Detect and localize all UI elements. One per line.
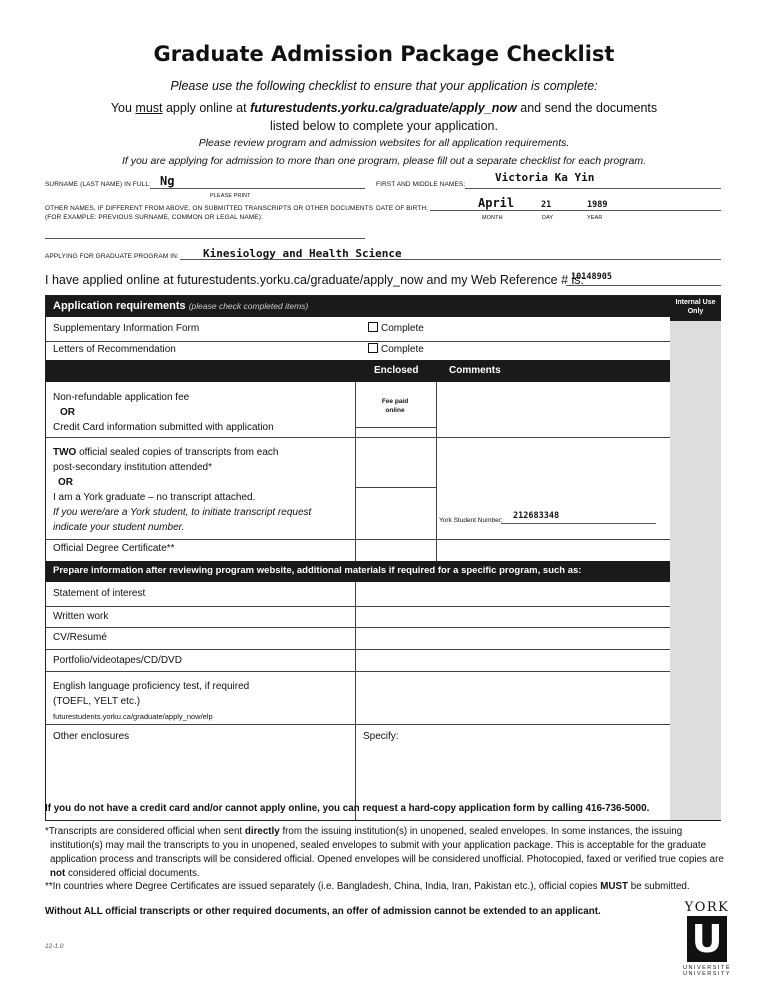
transcripts-text: TWO official sealed copies of transcripts from each post-secondary institution attended* OR I am a York graduate – no transcript attached. If you were/are a York student, to initiate transcript request indicate your student number.: [53, 447, 312, 533]
portfolio-label: Portfolio/videotapes/CD/DVD: [53, 655, 182, 666]
dob-label: DATE OF BIRTH:: [376, 205, 429, 212]
divider: [46, 627, 670, 628]
divider: [355, 487, 436, 488]
internal-use-column: [670, 296, 721, 820]
prepare-header: Prepare information after reviewing program website, additional materials if required for a specific program, such as:: [46, 561, 670, 582]
credit-card-note: If you do not have a credit card and/or cannot apply online, you can request a hard-copy application form by calling 416-736-5000.: [45, 803, 650, 814]
applied-online-text: I have applied online at futurestudents.yorku.ca/graduate/apply_now and my Web Reference # is:: [45, 273, 584, 287]
apply-url[interactable]: futurestudents.yorku.ca/graduate/apply_now: [250, 101, 517, 115]
web-reference-field[interactable]: 10148905: [566, 272, 721, 286]
written-work-label: Written work: [53, 611, 109, 622]
letters-label: Letters of Recommendation: [53, 344, 176, 355]
degree-certificate-label: Official Degree Certificate**: [53, 543, 175, 554]
checkbox-icon[interactable]: [368, 322, 378, 332]
checklist-table: [45, 295, 721, 821]
intro-line-1: Please use the following checklist to ensure that your application is complete:: [170, 79, 598, 93]
university-text: UNIVERSITY: [682, 971, 731, 977]
must-emphasis: must: [135, 101, 163, 115]
please-print-label: PLEASE PRINT: [210, 193, 251, 199]
york-student-number-field[interactable]: 212683348: [513, 511, 560, 521]
supplementary-complete-checkbox[interactable]: Complete: [368, 322, 424, 334]
first-names-label: FIRST AND MIDDLE NAMES:: [376, 181, 466, 188]
internal-use-label: Internal Use Only: [670, 296, 721, 321]
enclosed-header: [46, 360, 670, 382]
year-label: YEAR: [587, 215, 603, 221]
comments-heading: Comments: [449, 365, 501, 376]
intro-line-2: You must apply online at futurestudents.yorku.ca/graduate/apply_now and send the documents listed below to complete your application.: [110, 101, 658, 133]
divider: [46, 671, 670, 672]
dob-day-field[interactable]: 21: [541, 200, 552, 210]
divider: [46, 724, 670, 725]
york-wordmark: YORK: [684, 900, 730, 915]
divider: [355, 382, 356, 562]
surname-line: [150, 188, 365, 189]
universite-text: UNIVERSITÉ: [682, 965, 731, 971]
york-student-number-line: [501, 523, 656, 524]
specify-label: Specify:: [363, 731, 399, 742]
statement-label: Statement of interest: [53, 588, 146, 599]
first-names-line: [465, 188, 721, 189]
day-label: DAY: [542, 215, 554, 221]
intro-line-3: Please review program and admission websites for all application requirements.: [198, 137, 570, 149]
other-names-field[interactable]: [45, 238, 365, 239]
fee-text: Non-refundable application fee OR Credit Card information submitted with application: [53, 392, 274, 433]
other-names-label-1: OTHER NAMES, IF DIFFERENT FROM ABOVE, ON SUBMITTED TRANSCRIPTS OR OTHER DOCUMENTS: [45, 205, 374, 212]
intro-line-4: If you are applying for admission to more than one program, please fill out a separate checklist for each program.: [121, 155, 647, 167]
divider: [436, 382, 437, 562]
divider: [355, 582, 356, 820]
program-field[interactable]: Kinesiology and Health Science: [203, 247, 402, 260]
dob-month-field[interactable]: April: [478, 196, 515, 210]
divider: [46, 539, 670, 540]
surname-label: SURNAME (LAST NAME) IN FULL:: [45, 181, 151, 188]
dob-line: [430, 210, 721, 211]
york-u-mark: U: [687, 916, 727, 962]
form-code: 12-1.0: [45, 943, 64, 950]
first-names-field[interactable]: Victoria Ka Yin: [495, 171, 595, 184]
requirements-header: Application requirements (please check completed items): [46, 296, 670, 317]
divider: [46, 649, 670, 650]
english-test-text: English language proficiency test, if required (TOEFL, YELT etc.) futurestudents.yorku.ca/graduate/apply_now/elp: [53, 681, 250, 721]
york-logo: [679, 900, 735, 977]
other-enclosures-label: Other enclosures: [53, 731, 130, 742]
enclosed-heading: Enclosed: [374, 365, 419, 376]
divider: [46, 606, 670, 607]
dob-year-field[interactable]: 1989: [587, 200, 608, 210]
checkbox-icon[interactable]: [368, 343, 378, 353]
letters-complete-checkbox[interactable]: Complete: [368, 343, 424, 355]
program-label: APPLYING FOR GRADUATE PROGRAM IN:: [45, 253, 179, 260]
divider: [46, 341, 670, 342]
other-names-label-2: (FOR EXAMPLE: PREVIOUS SURNAME, COMMON OR LEGAL NAME):: [45, 214, 263, 221]
without-all-note: Without ALL official transcripts or other required documents, an offer of admission cannot be extended to an applicant.: [45, 906, 601, 917]
divider: [46, 437, 670, 438]
surname-field[interactable]: Ng: [160, 174, 175, 188]
supplementary-form-label: Supplementary Information Form: [53, 323, 200, 334]
cv-label: CV/Resumé: [53, 632, 107, 643]
month-label: MONTH: [482, 215, 503, 221]
degree-footnote: **In countries where Degree Certificates are issued separately (i.e. Bangladesh, China, India, Iran, Pakistan etc.), official copies MUST be submitted.: [45, 881, 690, 892]
fee-paid-note: Fee paid online: [381, 398, 409, 414]
transcripts-footnote: *Transcripts are considered official when sent directly from the issuing institution(s) in unopened, sealed envelopes. In some instances, the issuing institution(s) may mail the transcripts to you in unopened, sealed envelopes to submit with your application package. This is acceptable for the graduate application process and transcripts will be considered official. Opened envelopes will be considered unofficial. Photocopied, faxed or verified true copies are not considered official documents.: [45, 826, 724, 879]
york-student-number-label: York Student Number:: [439, 517, 503, 524]
divider: [355, 427, 436, 428]
page-title: Graduate Admission Package Checklist: [153, 42, 615, 66]
